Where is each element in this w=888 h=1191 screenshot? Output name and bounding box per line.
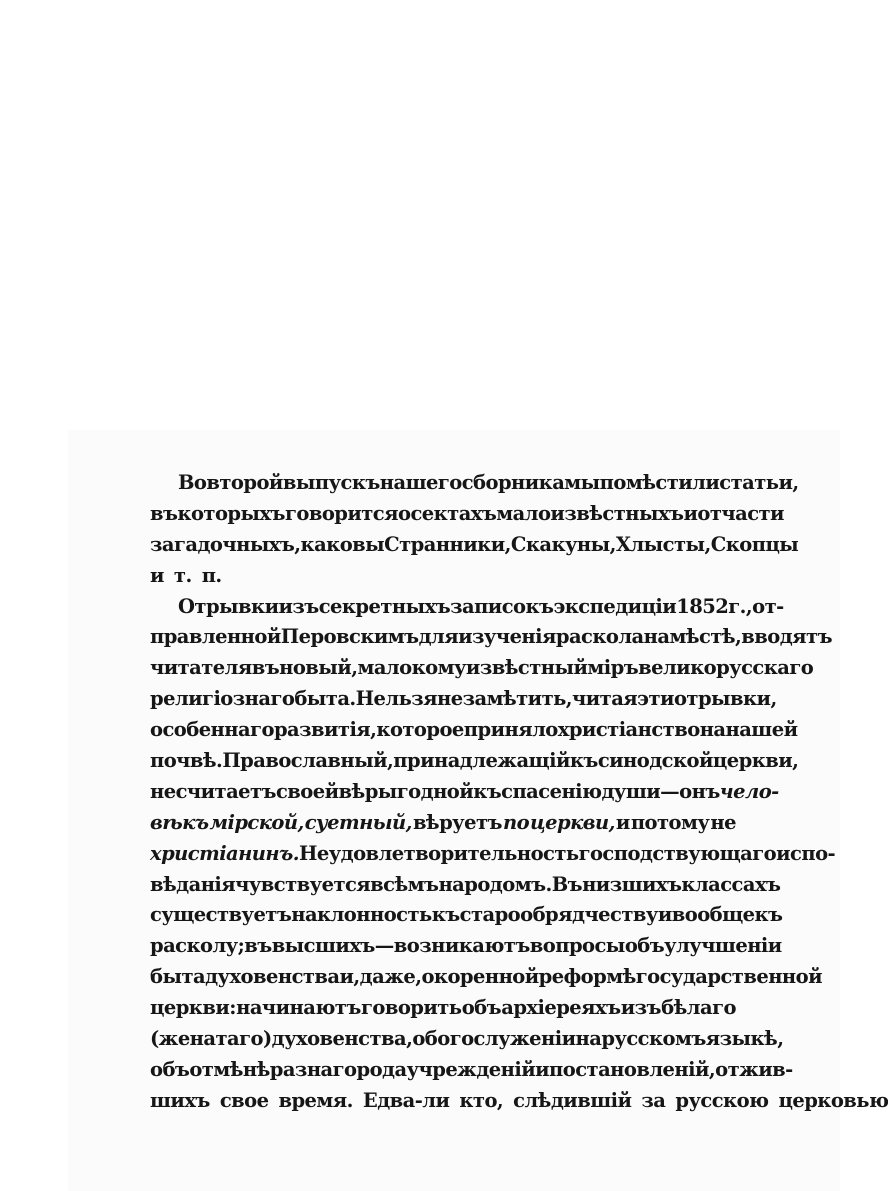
text-line <box>150 622 832 653</box>
word: потому <box>630 810 710 834</box>
word: вѣкъ <box>150 810 209 834</box>
word: суетный, <box>304 810 412 834</box>
word: вопросы <box>529 934 625 958</box>
word: отмѣнѣ <box>189 1057 270 1081</box>
word: о <box>398 501 411 525</box>
text-line <box>150 1086 888 1117</box>
word: своей <box>275 779 339 803</box>
word: статьи, <box>719 471 799 494</box>
word: читая <box>572 687 638 711</box>
word: мало <box>357 656 412 680</box>
word: русскомъ <box>601 1027 706 1051</box>
word: о <box>412 1027 425 1051</box>
text-line <box>150 653 814 684</box>
word: архіереяхъ <box>501 996 621 1020</box>
text-line <box>150 746 799 777</box>
word: слѣдившій <box>513 1088 632 1112</box>
word: и, <box>339 965 360 989</box>
word: не <box>150 779 176 803</box>
text-line <box>150 715 798 746</box>
word: вѣры <box>338 779 397 803</box>
word: отчасти <box>697 501 784 525</box>
word: классахъ <box>681 872 781 896</box>
word: по <box>502 810 530 834</box>
word: Во <box>178 471 207 494</box>
word: Странники, <box>384 532 511 556</box>
body-text <box>150 468 888 1117</box>
word: секретныхъ <box>318 594 451 618</box>
word: христіанинъ. <box>150 841 299 865</box>
word: на <box>643 625 670 649</box>
word: Православный, <box>222 749 394 773</box>
word: 1852 <box>676 594 729 618</box>
text-line <box>150 1024 784 1055</box>
paragraph <box>150 468 799 592</box>
word: быта <box>150 965 206 989</box>
text-line <box>150 870 781 901</box>
word: существуетъ <box>150 903 292 927</box>
word: выпускъ <box>282 471 380 494</box>
word: мы <box>564 471 600 494</box>
text-line <box>150 839 836 870</box>
word: годной <box>396 779 474 803</box>
word: на <box>575 1027 602 1051</box>
word: русскою <box>675 1088 769 1112</box>
text-line <box>150 468 799 499</box>
word: Перовскимъ <box>280 625 419 649</box>
word: вѣданія <box>150 872 236 896</box>
word: эти <box>637 687 674 711</box>
word: каковы <box>300 532 385 556</box>
word: кому <box>411 656 466 680</box>
text-line <box>150 684 777 715</box>
word: рода <box>356 1057 407 1081</box>
word: коренной <box>433 965 539 989</box>
word: въ <box>244 934 272 958</box>
word: чувствуется <box>235 872 371 896</box>
word: учрежденій <box>406 1057 536 1081</box>
word: къ <box>431 903 460 927</box>
text-line <box>150 1055 793 1086</box>
word: малоизвѣстныхъ <box>496 501 684 525</box>
word: экспедиціи <box>553 594 677 618</box>
word: время. <box>278 1088 353 1112</box>
word: души—онъ <box>601 779 720 803</box>
word: постановленій, <box>549 1057 716 1081</box>
word: синодской <box>597 749 713 773</box>
text-line <box>150 777 779 808</box>
word: говорится <box>284 501 398 525</box>
word: от- <box>752 594 784 618</box>
text-line <box>150 530 799 561</box>
word: духовенства <box>205 965 340 989</box>
word: не <box>710 810 736 834</box>
text-line <box>150 808 736 839</box>
word: Въ <box>551 872 583 896</box>
word: Отрывки <box>178 594 279 618</box>
word: высшихъ—возникаютъ <box>271 934 530 958</box>
word: п. <box>201 563 222 587</box>
word: вообще <box>671 903 755 927</box>
word: развитія, <box>273 718 377 742</box>
word: спасенію <box>501 779 602 803</box>
text-line <box>150 499 784 530</box>
word: Едва-ли <box>362 1088 450 1112</box>
word: изъ <box>278 594 319 618</box>
word: церкви, <box>712 749 799 773</box>
word: отжив- <box>715 1057 793 1081</box>
word: расколу; <box>150 934 245 958</box>
word: быта. <box>294 687 356 711</box>
word: кто, <box>459 1088 504 1112</box>
word: т. <box>173 563 192 587</box>
word: богослуженіи <box>424 1027 576 1051</box>
word: государственной <box>635 965 823 989</box>
word: г., <box>728 594 753 618</box>
word: раскола <box>555 625 644 649</box>
word: наклонность <box>291 903 432 927</box>
word: Хлысты, <box>615 532 711 556</box>
word: загадочныхъ, <box>150 532 301 556</box>
word: всѣмъ <box>370 872 439 896</box>
word: церкви: <box>150 996 236 1020</box>
word: старообрядчеству <box>459 903 658 927</box>
word: Неудовлетворительность <box>298 841 579 865</box>
word: изъ <box>620 996 661 1020</box>
word: помѣстили <box>599 471 720 494</box>
word: вѣруетъ <box>412 810 502 834</box>
word: низшихъ <box>582 872 682 896</box>
word: считаетъ <box>175 779 276 803</box>
word: и <box>150 563 164 587</box>
word: извѣстный <box>465 656 588 680</box>
text-line <box>150 592 784 623</box>
word: говорить <box>360 996 462 1020</box>
text-line <box>150 993 736 1024</box>
word: отрывки, <box>673 687 777 711</box>
word: шихъ <box>150 1088 210 1112</box>
word: почвѣ. <box>150 749 223 773</box>
word: къ <box>473 779 502 803</box>
word: сборника <box>461 471 565 494</box>
word: языкѣ, <box>705 1027 784 1051</box>
word: улучшеніи <box>664 934 782 958</box>
paragraph <box>150 592 888 1117</box>
word: для <box>418 625 459 649</box>
word: къ <box>754 903 783 927</box>
word: начинаютъ <box>236 996 361 1020</box>
word: въ <box>150 501 178 525</box>
word: приняло <box>463 718 558 742</box>
word: объ <box>461 996 502 1020</box>
text-line <box>150 561 736 592</box>
word: на <box>699 718 726 742</box>
word: за <box>641 1088 666 1112</box>
word: которыхъ <box>177 501 285 525</box>
word: (женатаго) <box>150 1027 272 1051</box>
word: великорусскаго <box>638 656 814 680</box>
word: сектахъ <box>410 501 497 525</box>
word: чело- <box>719 779 779 803</box>
word: объ <box>624 934 665 958</box>
word: господствующаго <box>578 841 777 865</box>
word: христіанство <box>557 718 700 742</box>
word: разнаго <box>269 1057 357 1081</box>
word: Нельзя <box>355 687 438 711</box>
word: реформѣ <box>538 965 636 989</box>
word: духовенства, <box>271 1027 413 1051</box>
text-line <box>150 900 783 931</box>
word: церковью <box>778 1088 888 1112</box>
word: особеннаго <box>150 718 274 742</box>
word: испо- <box>776 841 836 865</box>
word: религіознаго <box>150 687 295 711</box>
word: замѣтить, <box>462 687 573 711</box>
word: и <box>657 903 672 927</box>
word: принадлежащій <box>393 749 570 773</box>
word: вводятъ <box>741 625 832 649</box>
text-line <box>150 931 782 962</box>
word: мірской, <box>209 810 304 834</box>
word: и <box>683 501 698 525</box>
word: къ <box>569 749 598 773</box>
text-line <box>150 962 823 993</box>
word: нашего <box>379 471 462 494</box>
word: и <box>535 1057 550 1081</box>
word: церкви, <box>530 810 615 834</box>
word: мѣстѣ, <box>669 625 742 649</box>
word: объ <box>150 1057 190 1081</box>
word: въ <box>251 656 280 680</box>
word: читателя <box>150 656 252 680</box>
word: даже, <box>359 965 422 989</box>
word: свое <box>219 1088 269 1112</box>
word: о <box>421 965 434 989</box>
word: и <box>615 810 630 834</box>
word: міръ <box>587 656 639 680</box>
word: Скопцы <box>710 532 799 556</box>
word: правленной <box>150 625 281 649</box>
word: Скакуны, <box>510 532 616 556</box>
word: изученія <box>458 625 556 649</box>
word: нашей <box>725 718 798 742</box>
word: народомъ. <box>438 872 552 896</box>
word: второй <box>206 471 283 494</box>
word: новый, <box>279 656 358 680</box>
word: записокъ <box>450 594 554 618</box>
word: не <box>437 687 463 711</box>
word: которое <box>376 718 464 742</box>
word: бѣлаго <box>661 996 736 1020</box>
